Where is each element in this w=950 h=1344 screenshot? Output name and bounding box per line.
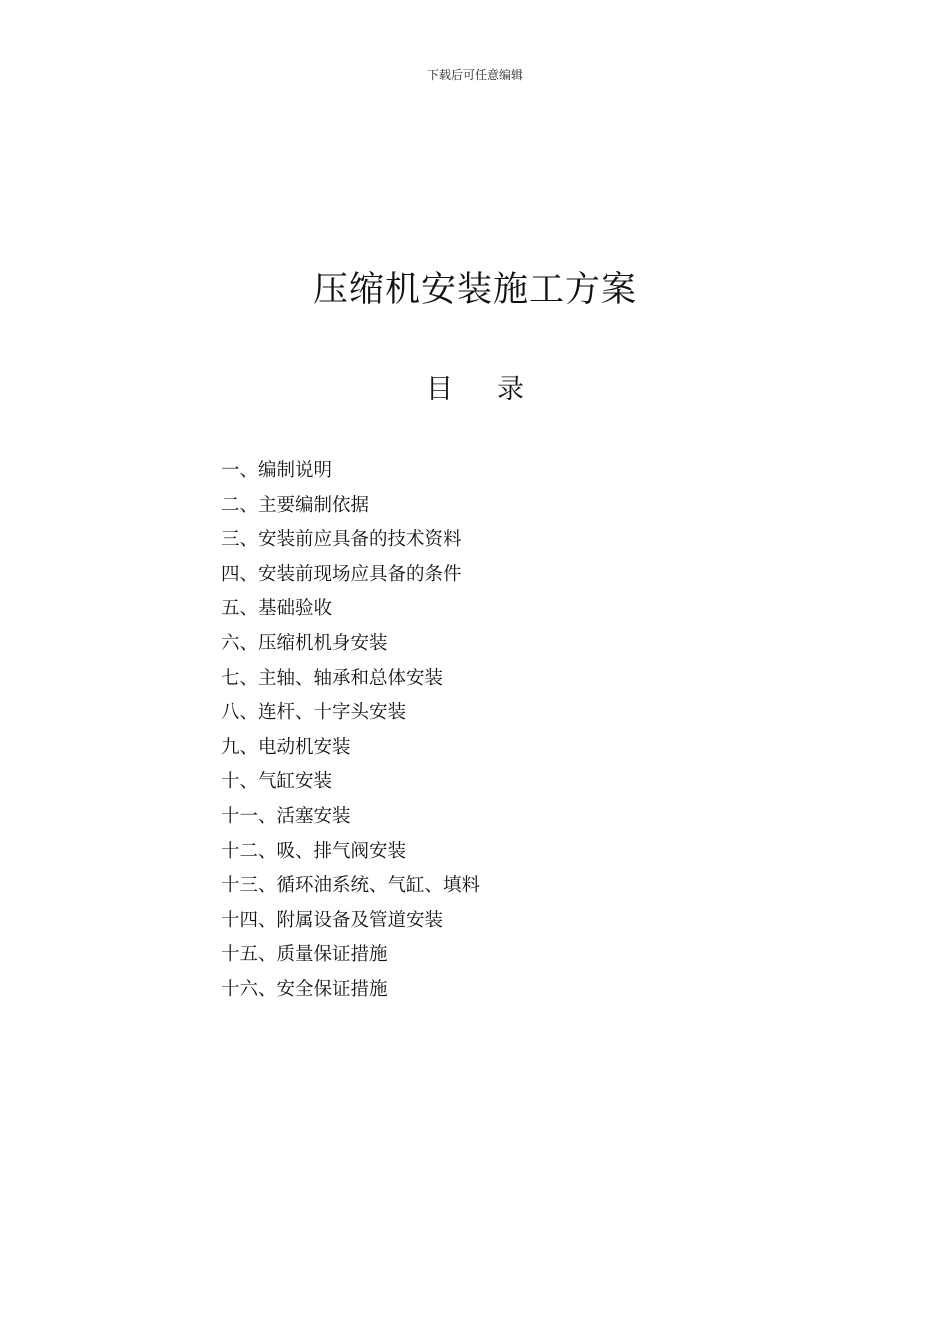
toc-heading — [0, 367, 950, 406]
toc-item: 六、压缩机机身安装 — [221, 632, 388, 654]
toc-list — [221, 457, 480, 1011]
document-title: 压缩机安装施工方案 — [312, 270, 637, 310]
toc-item: 十三、循环油系统、气缸、填料 — [221, 875, 481, 897]
toc-item: 十一、活塞安装 — [221, 805, 351, 827]
toc-item: 四、安装前现场应具备的条件 — [221, 563, 462, 585]
toc-item: 七、主轴、轴承和总体安装 — [221, 667, 444, 689]
toc-item: 十二、吸、排气阀安装 — [221, 840, 407, 862]
toc-heading-char-2: 录 — [497, 374, 524, 405]
toc-item: 十六、安全保证措施 — [221, 978, 388, 1000]
toc-item: 一、编制说明 — [221, 460, 333, 481]
toc-item: 三、安装前应具备的技术资料 — [221, 529, 462, 551]
page-header-note: 下载后可任意编辑 — [426, 68, 523, 82]
toc-item: 五、基础验收 — [221, 598, 333, 620]
toc-item: 十四、附属设备及管道安装 — [221, 909, 444, 931]
toc-item: 十五、质量保证措施 — [221, 944, 388, 966]
toc-item: 二、主要编制依据 — [221, 494, 370, 516]
toc-item: 九、电动机安装 — [221, 736, 351, 758]
toc-item: 八、连杆、十字头安装 — [221, 702, 407, 724]
toc-item: 十、气缸安装 — [221, 771, 333, 793]
toc-heading-char-1: 目 — [426, 374, 453, 405]
